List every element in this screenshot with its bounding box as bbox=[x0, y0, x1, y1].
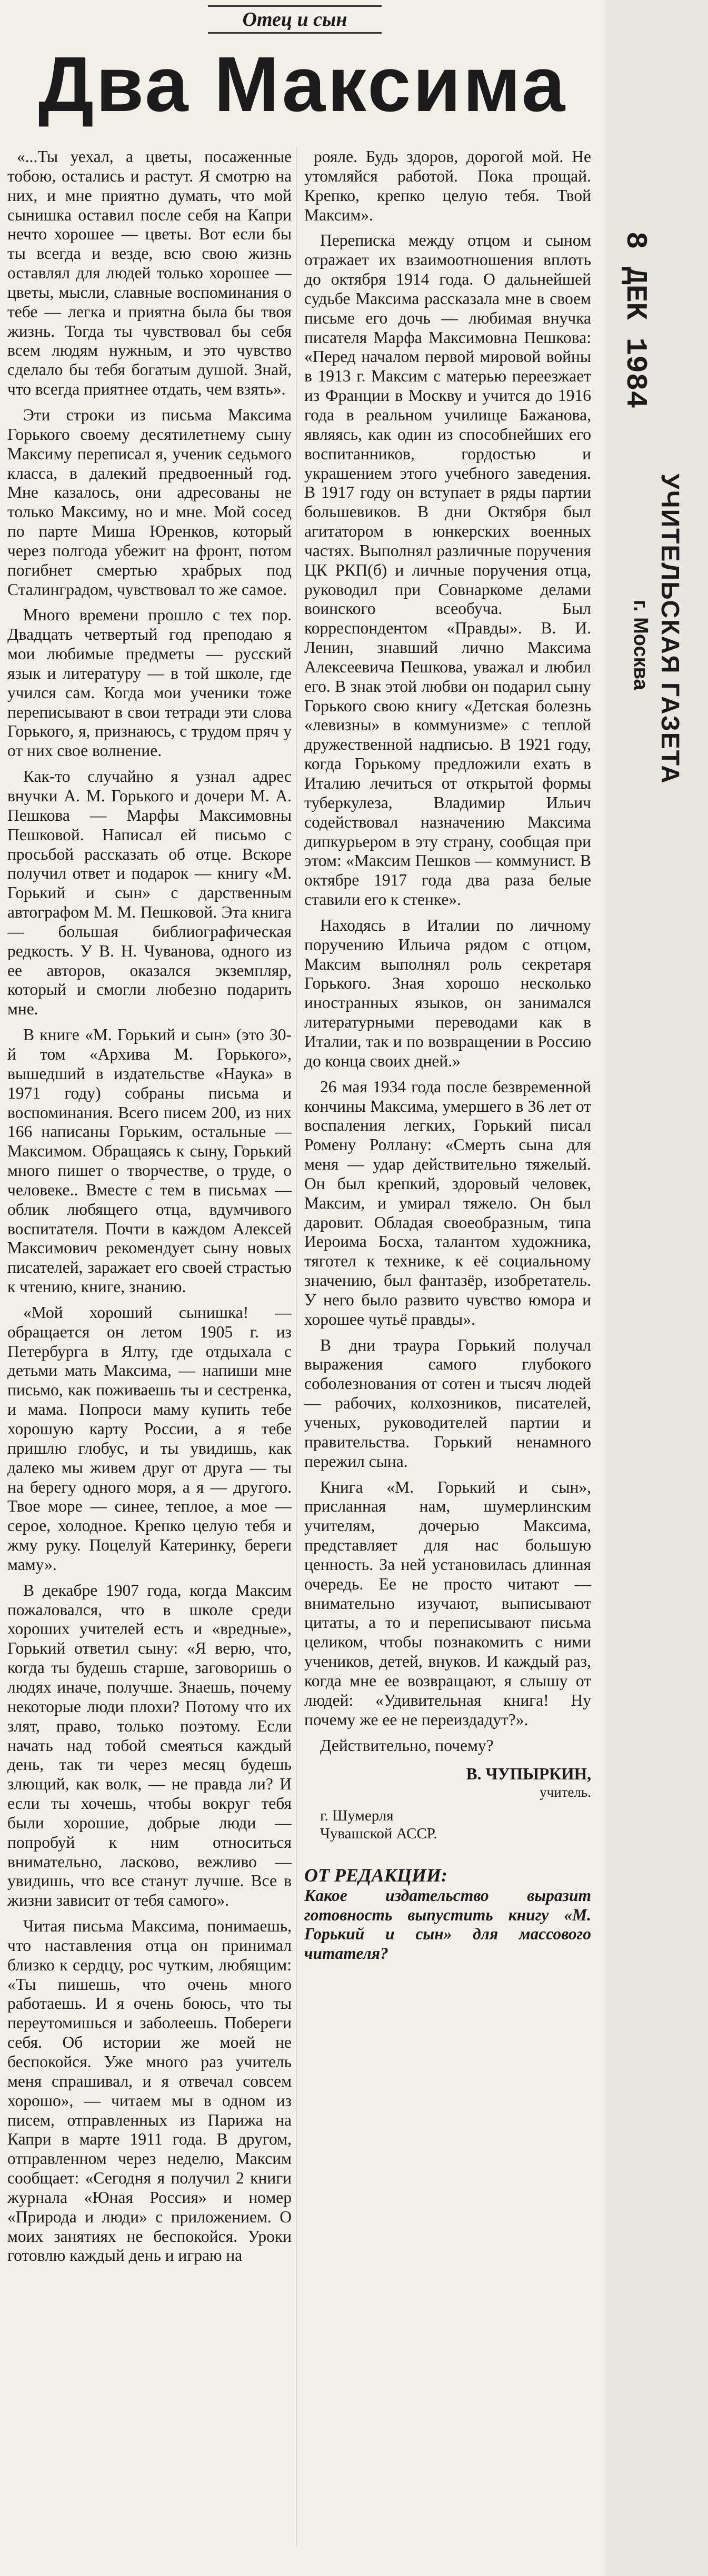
author-name: В. ЧУПЫРКИН, bbox=[466, 1765, 591, 1784]
author-role: учитель. bbox=[540, 1784, 591, 1800]
paragraph: Книга «М. Горький и сын», присланная нам, шумерлинским учителям, дочерью Максима, представляет для нас большую ценность. За ней установилась длинная очередь. Ее не просто читают — внимательно изучают, выписывают цитаты, а то и переписывают письма целиком, чтобы познакомить с ними учеников, детей, внуков. И каждый раз, когда мне ее возвращают, я слышу от людей: «Удивительная книга! Ну почему же ее не переиздадут?». bbox=[304, 1477, 591, 1729]
editorial-text: Какое издательство выразит готовность выпустить книгу «М. Горький и сын» для массового читателя? bbox=[304, 1886, 591, 1963]
paragraph: 26 мая 1934 года после безвременной кончины Максима, умершего в 36 лет от воспаления легких, Горький писал Ромену Роллану: «Смерть сына для меня — удар действительно тяжелый. Он был крепкий, здоровый человек, Максим, и умирал тяжело. Он был даровит. Обладая своеобразным, типа Иероима Босха, талантом художника, тяготел к технике, к её социальному значению, был фантазёр, изобретатель. У него было развито чувство юмора и хорошее чутьё правды». bbox=[304, 1077, 591, 1329]
paragraph: Читая письма Максима, понимаешь, что наставления отца он принимал близко к сердцу, рос чутким, любящим: «Ты пишешь, что очень много работаешь. И я очень боюсь, что ты переутомишься и заболеешь. Побереги себя. Об истории же моей не беспокойся. Уже много раз учитель меня спрашивал, и я отвечал совсем хорошо», — читаем мы в одном из писем, отправленных из Парижа на Капри в марте 1911 года. В другом, отправленном через неделю, Максим сообщает: «Сегодня я получил 2 книги журнала «Юная Россия» и номер «Природа и люди» с приложением. О моих занятиях не беспокойся. Уроки готовлю каждый день и играю на bbox=[7, 1917, 292, 2265]
paragraph: «...Ты уехал, а цветы, посаженные тобою, остались и растут. Я смотрю на них, и мне приятно думать, что мой сынишка оставил после себя на Капри нечто хорошее — цветы. Вот если бы ты всегда и везде, всю свою жизнь оставлял для людей только хорошее — цветы, мысли, славные воспоминания о тебе — легка и приятна была бы твоя жизнь. Тогда ты чувствовал бы себя всем людям нужным, и это чувство сделало бы тебя богатым душой. Знай, что всегда приятнее отдать, чем взять». bbox=[7, 147, 292, 399]
clipping-source: УЧИТЕЛЬСКАЯ ГАЗЕТА bbox=[656, 474, 684, 784]
paragraph: В книге «М. Горький и сын» (это 30-й том «Архива М. Горького», вышедший в издательстве «Наука» в 1971 году) собраны письма и воспоминания. Всего писем 200, из них 166 написаны Горьким, остальные — Максимом. Обращаясь к сыну, Горький много пишет о творчестве, о труде, о человеке.. Вместе с тем в письмах — облик любящего отца, вдумчивого воспитателя. Почти в каждом Алексей Максимович рекомендует сыну новых писателей, заражает его своей страстью к чтению, книге, знанию. bbox=[7, 1025, 292, 1296]
editorial-note bbox=[304, 1864, 591, 1964]
article-column-right bbox=[304, 147, 591, 1964]
paragraph: «Мой хороший сынишка! — обращается он летом 1905 г. из Петербурга в Ялту, где отдыхала с детьми мать Максима, — напиши мне письмо, как поживаешь ты и сестренка, и мама. Попроси маму купить тебе хорошую карту России, а я тебе пришлю глобус, и ты увидишь, как далеко мы живем друг от друга — ты на берегу одного моря, а я — другого. Твое море — синее, теплое, а мое — серое, холодное. Крепко целую тебя и жму руку. Поцелуй Катеринку, береги маму». bbox=[7, 1303, 292, 1574]
headline: Два Максима bbox=[38, 41, 567, 128]
paragraph: Находясь в Италии по личному поручению Ильича рядом с отцом, Максим выполнял роль секретаря Горького. Зная хорошо несколько иностранных языков, он занимался литературными переводами как в Италии, так и по возвращении в Россию до конца своих дней.» bbox=[304, 915, 591, 1070]
paragraph: Переписка между отцом и сыном отражает их взаимоотношения вплоть до октября 1914 года. О дальнейшей судьбе Максима рассказала мне в своем письме его дочь — любимая внучка писателя Марфа Максимовна Пешкова: «Перед началом первой мировой войны в 1913 г. Максим с матерью переезжает из Франции в Москву и учится до 1916 года в реальном училище Бажанова, являясь, как один из способнейших его воспитанников, гордостью и украшением этого учебного заведения. В 1917 году он вступает в ряды партии большевиков. В дни Октября был агитатором в юнкерских военных частях. Выполнял различные поручения ЦК РКП(б) и личные поручения отца, руководил при Совнаркоме делами воинского всеобуча. Был корреспондентом «Правды». В. И. Ленин, знавший лично Максима Алексеевича Пешкова, уважал и любил его. В знак этой любви он подарил сыну Горького свою книгу «Детская болезнь «левизны» в коммунизме» с теплой дружественной надписью. В 1921 году, когда Горькому предложили ехать в Италию лечиться от открытой формы туберкулеза, Владимир Ильич содействовал назначению Максима дипкурьером в эту страну, сообщая при этом: «Максим Пешков — коммунист. В октябре 1917 года два раза белые ставили его к стенке». bbox=[304, 231, 591, 909]
paragraph: Эти строки из письма Максима Горького своему десятилетнему сыну Максиму переписал я, ученик седьмого класса, в далекий предвоенный год. Мне казалось, они адресованы не только Максиму, но и мне. Мой сосед по парте Миша Юренков, который через полгода убежит на фронт, потом погибнет смертью храбрых под Сталинградом, чувствовал то же самое. bbox=[7, 405, 292, 599]
place-line: г. Шумерля bbox=[320, 1807, 394, 1824]
article-column-left bbox=[7, 147, 292, 2272]
paragraph: Много времени прошло с тех пор. Двадцать четвертый год преподаю я мои любимые предметы — русский язык и литературу — в той школе, где учился сам. Когда мои ученики тоже переписывают в свои тетради эти слова Горького, я, признаюсь, с трудом пряч у от них свое волнение. bbox=[7, 606, 292, 760]
place-line: Чувашской АССР. bbox=[320, 1825, 437, 1842]
clipping-city: г. Москва bbox=[630, 600, 652, 690]
paragraph: Как-то случайно я узнал адрес внучки А. М. Горького и дочери М. А. Пешкова — Марфы Максимовны Пешковой. Написал ей письмо с просьбой рассказать об отце. Вскоре получил ответ и подарок — книгу «М. Горький и сын» с дарственным автографом М. М. Пешковой. Эта книга — большая библиографическая редкость. У В. Н. Чуванова, одного из ее авторов, оказался экземпляр, который и смогли любезно подарить мне. bbox=[7, 767, 292, 1019]
editorial-heading: ОТ РЕДАКЦИИ: bbox=[304, 1864, 448, 1886]
clipping-date: 8 ДЕК 1984 bbox=[619, 232, 652, 409]
paragraph: рояле. Будь здоров, дорогой мой. Не утомляйся работой. Пока прощай. Крепко, крепко целую тебя. Твой Максим». bbox=[304, 147, 591, 224]
paragraph: В дни траура Горький получал выражения самого глубокого соболезнования от сотен и тысяч людей — рабочих, колхозников, писателей, ученых, руководителей партии и правительства. Горький ненамного пережил сына. bbox=[304, 1335, 591, 1471]
paragraph: В декабре 1907 года, когда Максим пожаловался, что в школе среди хороших учителей есть и «вредные», Горький ответил сыну: «Я верю, что, когда ты будешь старше, заговоришь о людях иначе, получше. Знаешь, почему некоторые люди плохи? Потому что их злят, право, только поэтому. Если начать над тобой смеяться каждый день, так ти через месяц будешь злющий, как волк, — не правда ли? И если ты хочешь, чтобы вокруг тебя были хорошие, добрые люди — попробуй к ним относиться внимательно, ласково, вежливо — увидишь, что все станут лучше. Все в жизни зависит от тебя самого». bbox=[7, 1581, 292, 1910]
rubric: Отец и сын bbox=[208, 5, 382, 34]
paragraph: Действительно, почему? bbox=[320, 1736, 494, 1755]
